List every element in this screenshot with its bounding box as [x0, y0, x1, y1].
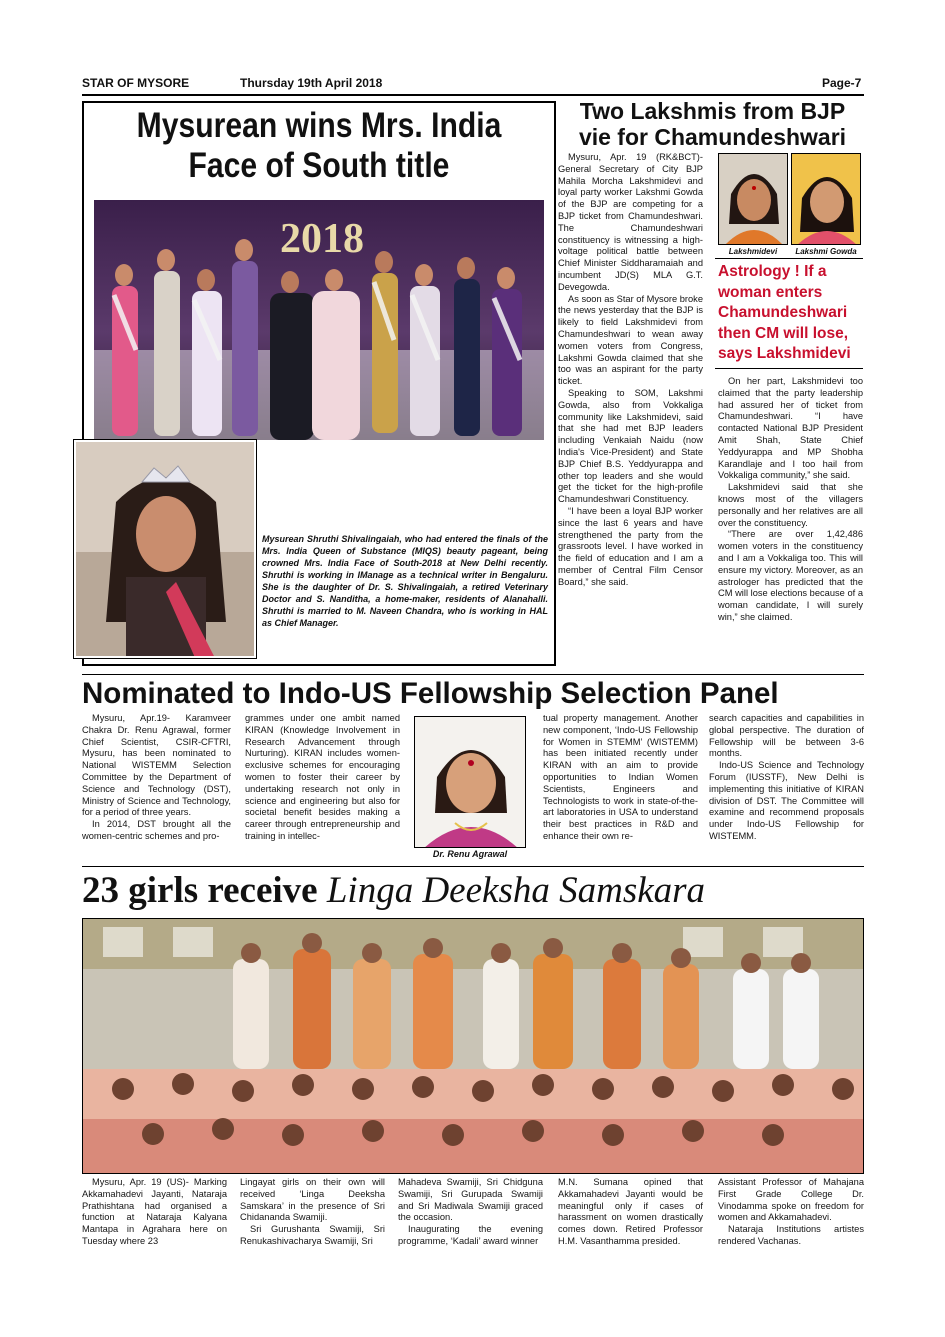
portrait-photo-shruthi	[74, 440, 256, 658]
lakshmis-headline	[560, 98, 865, 150]
deeksha-headline-bold: 23 girls receive	[82, 870, 318, 911]
photo-renu-agrawal	[414, 716, 526, 848]
deeksha-column-2	[240, 1177, 385, 1248]
deeksha-col2-p2: Sri Gurushanta Swamiji, Sri Renukashivacharya Swamiji, Sri	[240, 1224, 385, 1246]
issue-date: Thursday 19th April 2018	[240, 76, 383, 90]
fellowship-col4-p2: Indo-US Science and Technology Forum (IUSSTF), New Delhi is implementing this initiative of KIRAN division of DST. The Committee will examine and recommend proposals under Indo-US Fellowship for WISTEMM.	[709, 760, 864, 841]
pageant-banner-text: 2018	[280, 216, 364, 262]
subhead-rule	[715, 368, 863, 369]
astrology-subhead: Astrology ! If a woman enters Chamundeshwari then CM will lose, says Lakshmidevi	[718, 263, 851, 362]
fellowship-column-3	[543, 713, 698, 843]
fellowship-col2-p1: grammes under one ambit named KIRAN (Knowledge Involvement in Research Advancement through Nurturing). KIRAN includes women-exclusive schemes for encouraging women to foster their career by undertaking research not only in science and engineering but also for societal benefit besides making a career through entrepreneurship and training in intellec-	[245, 713, 400, 841]
lakshmis-col1-p1: Mysuru, Apr. 19 (RK&BCT)- General Secretary of City BJP Mahila Morcha Lakshmidevi and loyal party worker Lakshmi Gowda of the BJP are competing for a BJP ticket from Chamundeshwari. The Chamundeshwari constituency is witnessing a high-voltage political battle between Chief Minister Siddharamaiah and incumbent JD(S) MLA G.T. Devegowda.	[558, 152, 703, 292]
deeksha-headline	[82, 868, 864, 914]
mrs-india-caption: Mysurean Shruthi Shivalingaiah, who had entered the finals of the Mrs. India Queen of Substance (MIQS) beauty pageant, being crowned Mrs. India Face of South-2018 at New Delhi recently. Shruthi is working in IManage as a technical writer in Bengaluru. She is the daughter of Dr. S. Shivalingaiah, a retired Veterinary Doctor and S. Nanditha, a home-maker, residents of Alanahalli. Shruthi is married to M. Naveen Chandra, who is working in HAL as Chief Manager.	[262, 534, 548, 628]
mrs-india-headline	[117, 106, 521, 186]
fellowship-column-4	[709, 713, 864, 843]
deeksha-col5-p2: Nataraja Institutions artistes rendered Vachanas.	[718, 1224, 864, 1246]
deeksha-col1-p1: Mysuru, Apr. 19 (US)- Marking Akkamahadevi Jayanti, Nataraja Prathishtana had organised a function at Nataraja Kalyana Mantapa in Agrahara here on Tuesday where 23	[82, 1177, 227, 1246]
deeksha-col4-p1: M.N. Sumana opined that Akkamahadevi Jayanti would be meaningful only if cases of harassment on women drastically comes down. Retired Professor H.M. Vasanthamma presided.	[558, 1177, 703, 1246]
deeksha-col3-p2: Inaugurating the evening programme, ‘Kadali’ award winner	[398, 1224, 543, 1246]
deeksha-col2-p1: Lingayat girls on their own will received ‘Linga Deeksha Samskara’ in the presence of Sri Chidananda Swamiji.	[240, 1177, 385, 1223]
fellowship-column-2	[245, 713, 400, 843]
header-rule	[82, 94, 864, 96]
label-lakshmi-gowda: Lakshmi Gowda	[795, 247, 857, 256]
deeksha-group-photo	[82, 918, 864, 1174]
deeksha-col5-p1: Assistant Professor of Mahajana First Grade College Dr. Vinodamma spoke on freedom for women and Akkamahadevi.	[718, 1177, 864, 1223]
photo-label-rule	[715, 258, 863, 259]
fellowship-col1-p2: In 2014, DST brought all the women-centric schemes and pro-	[82, 819, 231, 841]
deeksha-col3-p1: Mahadeva Swamiji, Sri Chidguna Swamiji, Sri Gurupada Swamiji and Sri Madiwala Swamiji graced the occasion.	[398, 1177, 543, 1223]
fellowship-column-1	[82, 713, 231, 843]
lakshmis-headline-line1: Two Lakshmis from BJP	[579, 98, 846, 124]
paper-name: STAR OF MYSORE	[82, 76, 190, 90]
lakshmis-headline-line2: vie for Chamundeshwari	[578, 124, 847, 150]
lakshmis-col1-p2: As soon as Star of Mysore broke the news yesterday that the BJP is likely to field Lakshmidevi from Chamundeshwari to wean away women voters from Congress, Lakshmi Gowda claimed that she too was an aspirant for the party ticket.	[558, 293, 703, 387]
photo-lakshmidevi	[718, 153, 788, 245]
deeksha-column-3	[398, 1177, 543, 1248]
fellowship-col4-p1: search capacities and capabilities in global perspective. The duration of Fellowship will be between 3-6 months.	[709, 713, 864, 759]
photo-lakshmi-gowda	[791, 153, 861, 245]
fellowship-col3-p1: tual property management. Another new component, ‘Indo-US Fellowship for Women in STEMM’ (WISTEMM) has been initiated recently under KIRAN with an aim to provide opportunities to Indian Women Scientists, Engineers and Technologists to work in state-of-the-art laboratories in USA to understand their best practices in R&D and enhance their own re-	[543, 713, 698, 841]
deeksha-headline-italic: Linga Deeksha Samskara	[326, 870, 706, 911]
label-lakshmidevi: Lakshmidevi	[728, 247, 778, 256]
pageant-photo	[94, 200, 544, 440]
fellowship-headline: Nominated to Indo-US Fellowship Selection Panel	[82, 677, 779, 710]
lakshmis-col2-p1: On her part, Lakshmidevi too claimed that the party leadership had assured her of ticket from Chamundeshwari. “I have contacted National BJP President Amit Shah, State Chief Yeddyurappa and MP Shobha Karandlaje and I too hail from Vokkaliga community,” she said.	[718, 376, 863, 481]
deeksha-column-5	[718, 1177, 864, 1248]
lakshmis-col2-p3: “There are over 1,42,486 women voters in the constituency and I am a Vokkaliga too. This will ensure my victory. Moreover, as an astrologer has predicted that the CM will lose elections because of a woman candidate, I will surely win,” she claimed.	[718, 529, 863, 622]
lakshmis-column-2	[718, 376, 863, 624]
fellowship-col1-p1: Mysuru, Apr.19- Karamveer Chakra Dr. Renu Agrawal, former Chief Scientist, CSIR-CFTRI, Mysuru, has been nominated to National WISTEMM Selection Committee by the Department of Science and Technology (DST), Ministry of Science and Technology, for a period of three years.	[82, 713, 231, 818]
lakshmis-col1-p4: “I have been a loyal BJP worker since the last 6 years and have strengthened the party from the grassroots level. I have worked in the field of education and I am a member of Central Film Censor Board,” she said.	[558, 505, 703, 587]
mrs-india-headline-line1: Mysurean wins Mrs. India	[136, 106, 502, 145]
lakshmis-column-1	[558, 152, 703, 588]
section-rule-1	[82, 674, 864, 675]
section-rule-2	[82, 866, 864, 867]
deeksha-column-4	[558, 1177, 703, 1248]
mrs-india-headline-line2: Face of South title	[188, 146, 450, 185]
lakshmis-col2-p2: Lakshmidevi said that she knows most of the villagers personally and her relatives are all over the constituency.	[718, 482, 863, 528]
label-renu-agrawal: Dr. Renu Agrawal	[432, 849, 508, 859]
lakshmis-col1-p3: Speaking to SOM, Lakshmi Gowda, also from Vokkaliga community like Lakshmidevi, said that she had met BJP leaders including Venkaiah Naidu (now India's Vice-President) and State BJP Chief B.S. Yeddyurappa and other top leaders and she would get the ticket for the high-profile Chamundeshwari Constituency.	[558, 387, 703, 505]
deeksha-column-1	[82, 1177, 227, 1248]
page-number: Page-7	[822, 76, 862, 90]
